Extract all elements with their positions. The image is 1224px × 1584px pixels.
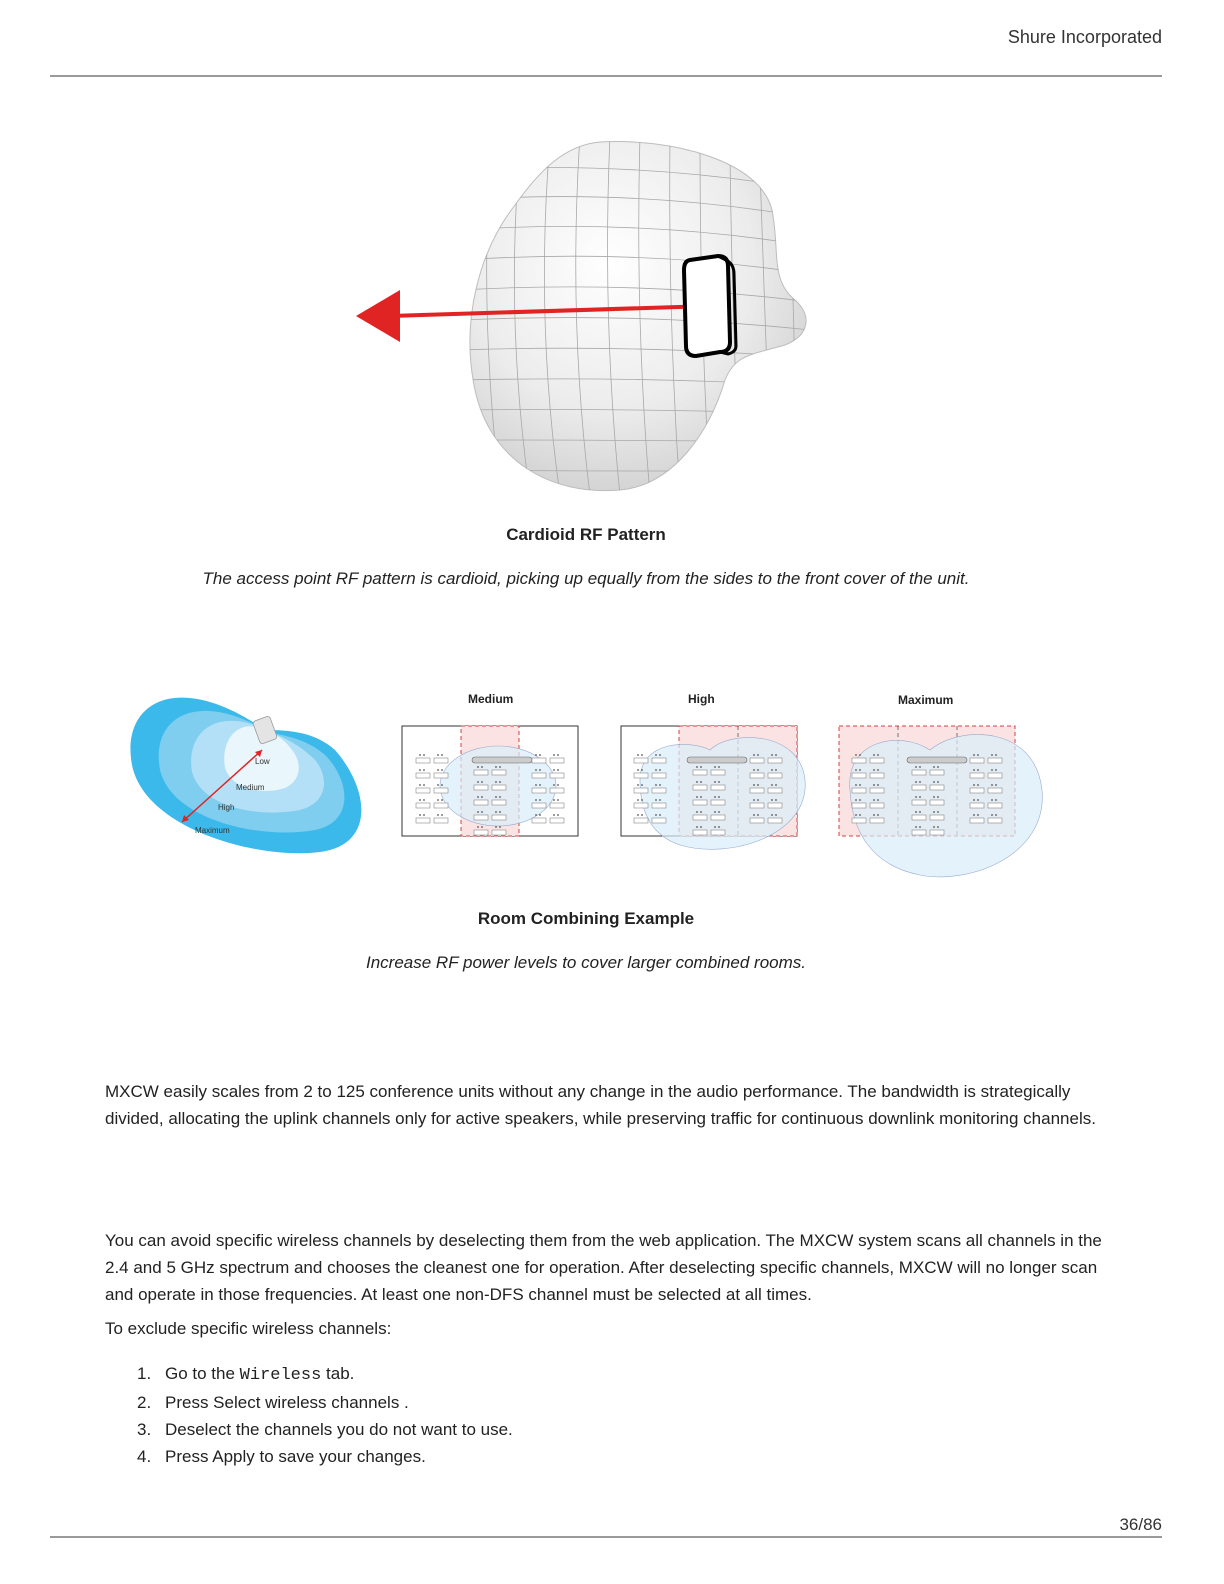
step-text: Press Apply to save your changes. bbox=[165, 1447, 426, 1466]
step-text-suffix: tab. bbox=[321, 1364, 355, 1383]
room-medium bbox=[402, 726, 578, 836]
cardioid-rf-figure bbox=[340, 130, 840, 500]
room-label-maximum: Maximum bbox=[898, 693, 954, 707]
header-divider bbox=[50, 75, 1162, 77]
step-item bbox=[137, 1416, 513, 1443]
ring-label-maximum: Maximum bbox=[195, 826, 230, 835]
figure-1-caption: The access point RF pattern is cardioid, picking up equally from the sides to the front cover of the unit. bbox=[202, 569, 970, 588]
room-high bbox=[621, 726, 805, 849]
step-text: Go to the bbox=[165, 1364, 240, 1383]
step-number: 2. bbox=[137, 1393, 152, 1412]
steps-intro: To exclude specific wireless channels: bbox=[105, 1319, 392, 1338]
steps-list bbox=[137, 1360, 513, 1470]
step-number: 4. bbox=[137, 1447, 152, 1466]
coverage-rings bbox=[130, 698, 361, 854]
ring-label-high: High bbox=[218, 803, 235, 812]
room-combining-figure bbox=[120, 670, 1060, 890]
step-number: 3. bbox=[137, 1420, 152, 1439]
room-maximum bbox=[839, 726, 1042, 877]
step-item bbox=[137, 1389, 513, 1416]
step-item bbox=[137, 1360, 513, 1389]
footer-divider bbox=[50, 1536, 1162, 1538]
figure-2-title: Room Combining Example bbox=[477, 909, 695, 928]
cardioid-surface bbox=[470, 142, 806, 491]
room-label-medium: Medium bbox=[468, 692, 514, 706]
figure-1-title: Cardioid RF Pattern bbox=[506, 525, 666, 544]
page-number: 36/86 bbox=[1119, 1515, 1162, 1534]
room-label-high: High bbox=[688, 692, 715, 706]
channel-exclusion-paragraph: You can avoid specific wireless channels by deselecting them from the web application. The MXCW system scans all channels in the 2.4 and 5 GHz spectrum and chooses the cleanest one for operation. After deselecting specific channels, MXCW will no longer scan and operate in those frequencies. At least one non-DFS channel must be selected at all times. bbox=[105, 1231, 1102, 1304]
access-point-device bbox=[684, 256, 736, 356]
header-company: Shure Incorporated bbox=[1007, 27, 1162, 47]
step-item bbox=[137, 1443, 513, 1470]
wireless-tab-reference: Wireless bbox=[239, 1366, 322, 1385]
ring-label-medium: Medium bbox=[236, 783, 265, 792]
step-number: 1. bbox=[137, 1364, 152, 1383]
figure-2-caption: Increase RF power levels to cover larger combined rooms. bbox=[366, 953, 806, 972]
rf-direction-arrow-head bbox=[356, 290, 400, 342]
step-text: Press Select wireless channels . bbox=[165, 1393, 409, 1412]
ring-label-low: Low bbox=[255, 757, 270, 766]
step-text: Deselect the channels you do not want to use. bbox=[165, 1420, 513, 1439]
scaling-paragraph: MXCW easily scales from 2 to 125 conference units without any change in the audio performance. The bandwidth is strategically divided, allocating the uplink channels only for active speakers, while preserving traffic for continuous downlink monitoring channels. bbox=[105, 1082, 1096, 1128]
